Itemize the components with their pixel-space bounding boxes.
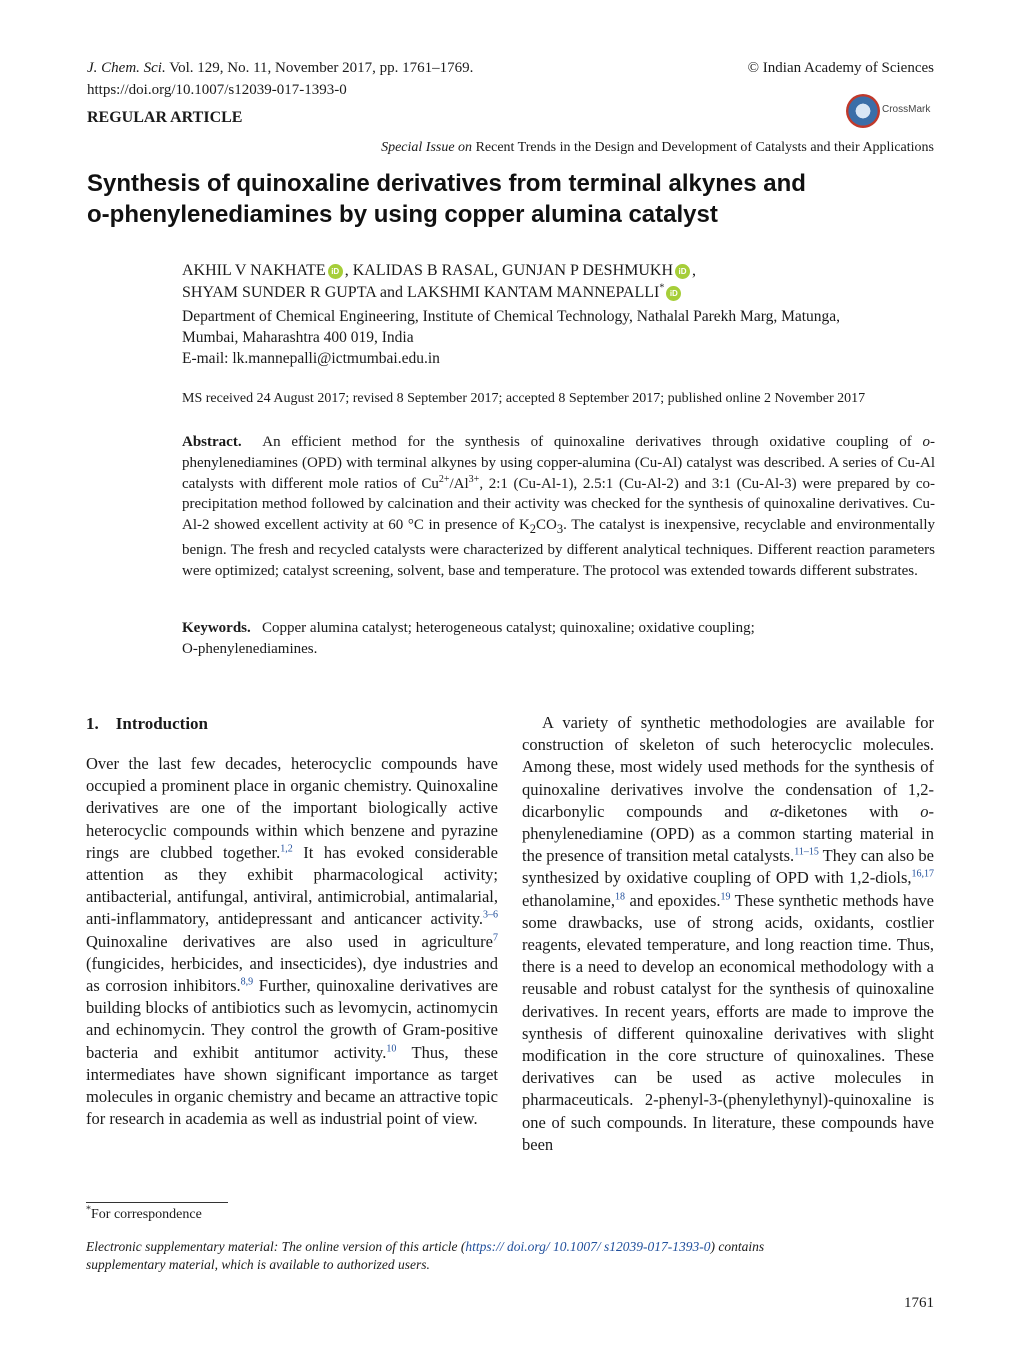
author-separator: , <box>692 262 697 279</box>
citation-ref[interactable]: 19 <box>720 891 731 903</box>
orcid-icon[interactable]: iD <box>675 264 690 279</box>
author-line-2 <box>182 282 942 304</box>
section-number: 1. <box>86 714 99 733</box>
keywords <box>182 618 935 660</box>
citation-ref[interactable]: 8,9 <box>240 976 254 988</box>
section-title: Introduction <box>115 714 209 733</box>
special-issue-text: Recent Trends in the Design and Development of Catalysts and their Applications <box>475 140 934 155</box>
abstract-text: , 2:1 (Cu-Al-1), 2.5:1 (Cu-Al-2) and 3:1 (Cu-Al-3) were prepared by co-precipitation method followed by calcination and their activity was checked for the synthesis of quinoxaline derivatives. Cu-Al-2 showed excellent activity at 60 °C in presence of K <box>182 475 935 534</box>
footnote-rule <box>86 1202 228 1203</box>
keywords-label: Keywords. <box>182 620 251 636</box>
article-title <box>87 168 947 230</box>
cu-charge: 2+ <box>438 473 450 485</box>
body-text: Further, quinoxaline derivatives are building blocks of antibiotics such as levomycin, actinomycin and echinomycin. They control the growth of Gram-positive bacteria and exhibit antitumor activity. <box>86 976 498 1062</box>
k-subscript: 2 <box>529 522 537 537</box>
author-names: , KALIDAS B RASAL, GUNJAN P DESHMUKH <box>344 262 674 279</box>
abstract-text: An efficient method for the synthesis of quinoxaline derivatives through oxidative coupling of <box>262 434 912 450</box>
abstract-label: Abstract. <box>182 434 242 450</box>
keywords-text: Copper alumina catalyst; heterogeneous catalyst; quinoxaline; oxidative coupling; <box>262 620 755 636</box>
title-line-2: o-phenylenediamines by using copper alumina catalyst <box>87 201 718 228</box>
citation-ref[interactable]: 16,17 <box>911 868 934 880</box>
manuscript-dates: MS received 24 August 2017; revised 8 September 2017; accepted 8 September 2017; published online 2 November 2017 <box>182 391 866 406</box>
body-text: Over the last few decades, heterocyclic compounds have occupied a prominent place in organic chemistry. Quinoxaline derivatives are one of the important biologically active heterocyclic compounds within which benzene and pyrazine rings are clubbed together. <box>86 754 498 862</box>
abstract-o: o <box>922 434 930 450</box>
crossmark-label[interactable]: CrossMark <box>882 104 931 115</box>
esm-link[interactable]: https:// doi.org/ 10.1007/ s12039-017-1393-0 <box>465 1239 711 1254</box>
esm-text: supplementary material, which is available to authorized users. <box>86 1257 430 1272</box>
author-names: SHYAM SUNDER R GUPTA and LAKSHMI KANTAM MANNEPALLI <box>182 284 660 301</box>
alpha-symbol: α <box>769 801 779 821</box>
body-text: Quinoxaline derivatives are also used in agriculture <box>86 931 493 951</box>
body-text: (fungicides, herbicides, and insecticides), dye industries and as corrosion inhibitors. <box>86 953 498 996</box>
citation-ref[interactable]: 11–15 <box>794 846 819 858</box>
page-number: 1761 <box>904 1295 934 1311</box>
author-list <box>182 260 942 304</box>
citation-details: Vol. 129, No. 11, November 2017, pp. 1761–1769. <box>169 60 474 76</box>
citation-ref[interactable]: 10 <box>386 1043 397 1055</box>
footnote-text: For correspondence <box>91 1207 202 1222</box>
title-line-1: Synthesis of quinoxaline derivatives from terminal alkynes and <box>87 170 806 197</box>
body-text: ethanolamine, <box>522 890 616 910</box>
body-text: Thus, these intermediates have shown significant importance as target molecules in organic chemistry and became an attractive topic for research in academia as well as industrial point of view. <box>86 1042 498 1129</box>
correspondence-footnote <box>86 1204 202 1223</box>
al-charge: 3+ <box>468 473 480 485</box>
intro-paragraph-left <box>86 753 498 1130</box>
orcid-icon[interactable]: iD <box>328 264 343 279</box>
footnote-mark: * <box>86 1204 91 1216</box>
abstract-text: . The catalyst is inexpensive, recyclable and environmentally benign. The fresh and recycled catalysts were characterized by different analytical techniques. Different reaction parameters were optimized; catalyst screening, solvent, base and temperature. The protocol was extended towards different substrates. <box>182 517 935 579</box>
o-prefix: o <box>920 801 929 821</box>
co-subscript: 3 <box>556 522 564 537</box>
citation-ref[interactable]: 3–6 <box>483 909 498 921</box>
special-issue-label: Special Issue on <box>381 140 473 155</box>
citation-ref[interactable]: 18 <box>615 891 626 903</box>
author-name: AKHIL V NAKHATE <box>182 262 326 279</box>
orcid-icon[interactable]: iD <box>666 286 681 301</box>
affiliation <box>182 306 942 369</box>
body-text: -diketones with <box>778 801 921 821</box>
esm-text: The online version of this article ( <box>278 1239 466 1254</box>
crossmark-icon[interactable] <box>846 94 880 128</box>
email: E-mail: lk.mannepalli@ictmumbai.edu.in <box>182 350 440 367</box>
section-heading <box>86 714 208 734</box>
doi-link[interactable]: https://doi.org/10.1007/s12039-017-1393-0 <box>87 82 347 98</box>
body-text: They can also be synthesized by oxidative coupling of OPD with 1,2-diols, <box>522 846 935 888</box>
article-type: REGULAR ARTICLE <box>87 109 243 126</box>
keywords-text-2: O-phenylenediamines. <box>182 640 318 657</box>
body-text: These synthetic methods have some drawbacks, use of strong acids, oxidants, costlier reagents, elevated temperature, and long reaction time. Thus, there is a need to develop an economical methodology with a reusable and robust catalyst for the synthesis of quinoxaline derivatives. In recent years, efforts are made to improve the synthesis of different quinoxaline derivatives with slight modification in the core structure of quinoxalines. These derivatives can be used as active molecules in pharmaceuticals. 2-phenyl-3-(phenylethynyl)-quinoxaline is one of such compounds. In literature, these compounds have been <box>522 890 934 1154</box>
affiliation-line-2: Mumbai, Maharashtra 400 019, India <box>182 329 414 346</box>
journal-citation <box>87 58 473 78</box>
intro-paragraph-right <box>522 712 934 1156</box>
esm-note <box>86 1238 946 1274</box>
affiliation-line-1: Department of Chemical Engineering, Institute of Chemical Technology, Nathalal Parekh Marg, Matunga, <box>182 308 841 325</box>
body-text: -phenylenediamine (OPD) as a common starting material in the presence of transition metal catalysts. <box>522 801 934 866</box>
abstract-text: /Al <box>449 475 469 492</box>
abstract <box>182 432 935 582</box>
abstract-text: -phenylenediamines (OPD) with terminal alkynes by using copper-alumina (Cu-Al) catalyst was described. A series of Cu-Al catalysts with different mole ratios of Cu <box>182 434 935 492</box>
body-text: It has evoked considerable attention as they exhibit pharmacological activity; antibacterial, antifungal, antiviral, antimicrobial, antimalarial, anti-inflammatory, antidepressant and anticancer activity. <box>86 842 498 929</box>
body-text: and epoxides. <box>625 890 721 910</box>
correspondence-mark: * <box>659 282 665 294</box>
author-line-1 <box>182 260 942 282</box>
esm-label: Electronic supplementary material: <box>86 1239 279 1254</box>
citation-ref[interactable]: 7 <box>493 932 498 944</box>
copyright-notice: © Indian Academy of Sciences <box>747 60 934 76</box>
body-text: A variety of synthetic methodologies are available for construction of skeleton of such heterocyclic molecules. Among these, most widely used methods for the synthesis of quinoxaline derivatives involve the condensation of 1,2-dicarbonylic compounds and <box>522 713 934 821</box>
esm-text: ) contains <box>710 1239 765 1254</box>
journal-abbrev: J. Chem. Sci. <box>87 60 166 76</box>
abstract-text: CO <box>536 517 557 534</box>
citation-ref[interactable]: 1,2 <box>280 843 293 855</box>
special-issue-line <box>381 140 934 156</box>
